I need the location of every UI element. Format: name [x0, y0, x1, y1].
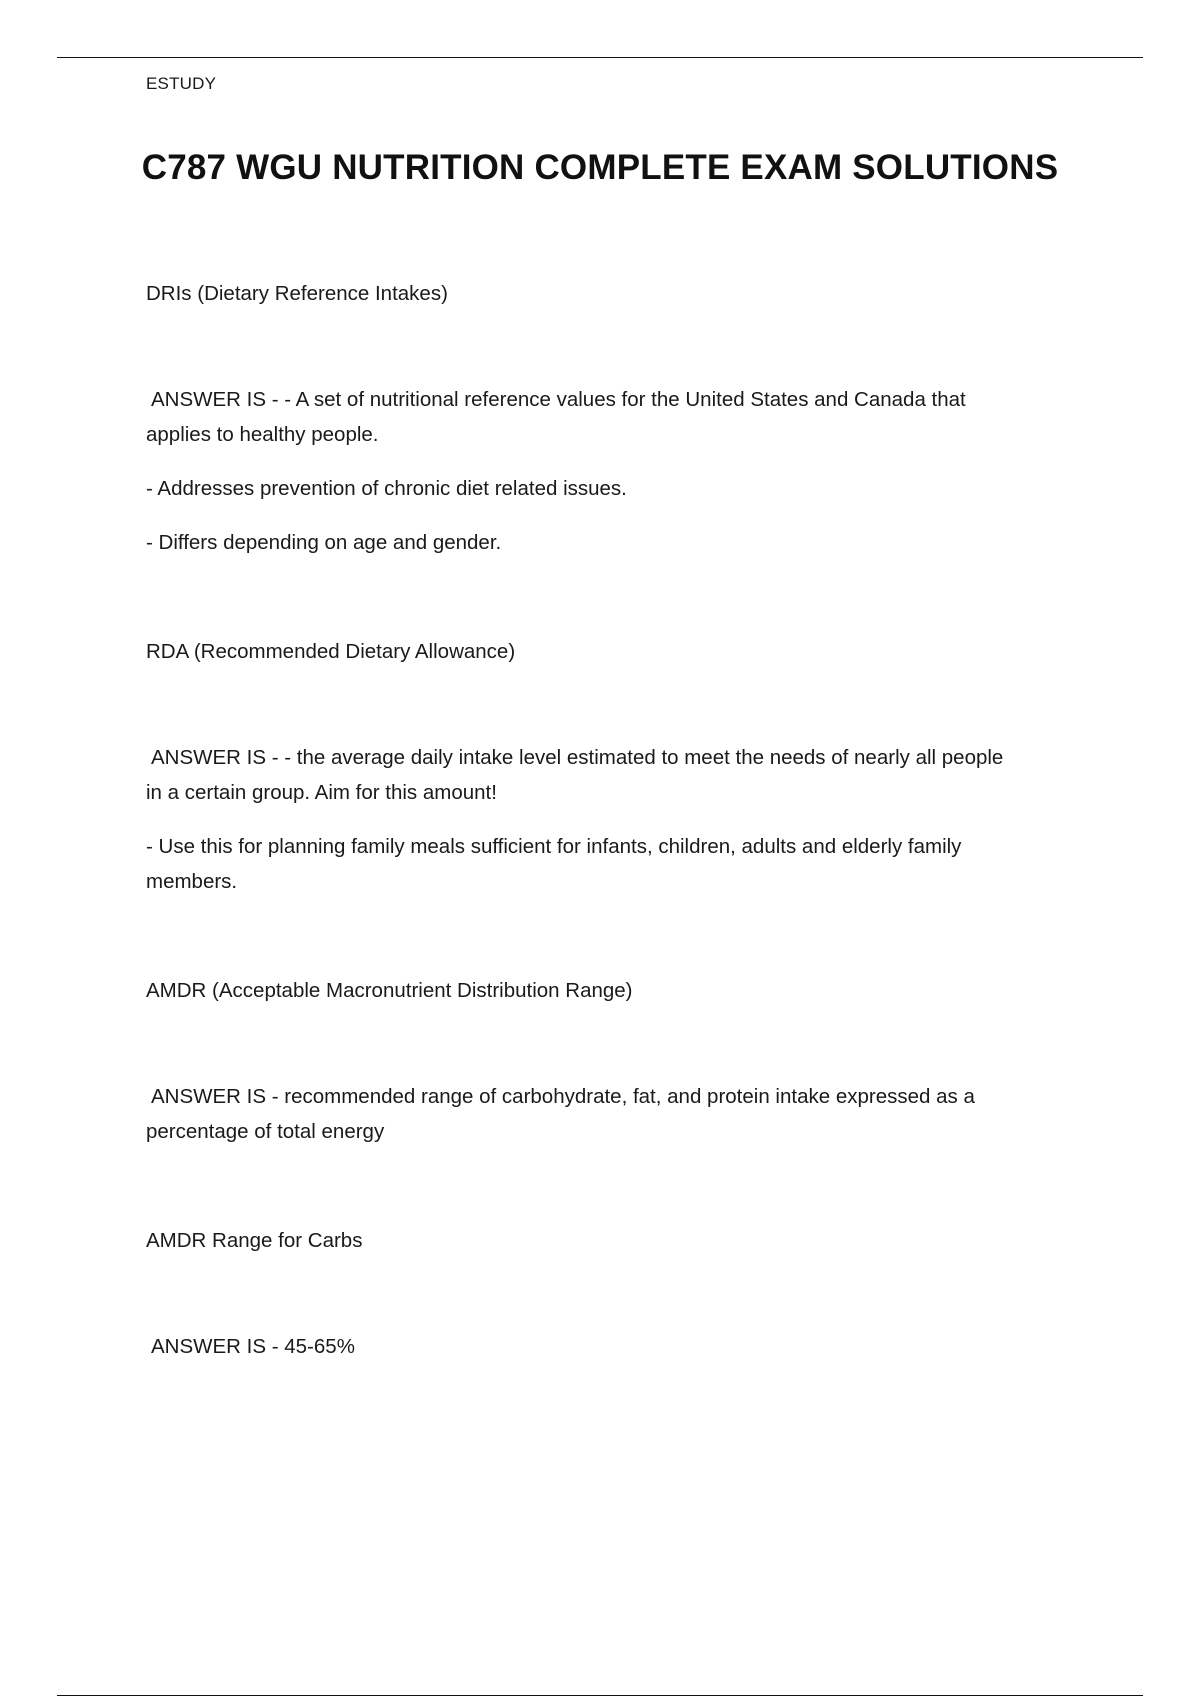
document-title: C787 WGU NUTRITION COMPLETE EXAM SOLUTIONS	[141, 148, 1059, 187]
qa-entry-amdr-carbs	[146, 1223, 1076, 1364]
top-rule	[57, 57, 1143, 58]
answer-line: applies to healthy people.	[146, 423, 379, 446]
bottom-rule	[57, 1695, 1143, 1696]
answer-text	[146, 740, 1076, 810]
answer-text	[146, 1329, 1076, 1364]
term-label: AMDR (Acceptable Macronutrient Distribution Range)	[146, 979, 633, 1002]
answer-line: ANSWER IS - - A set of nutritional reference values for the United States and Canada that	[151, 388, 966, 411]
answer-text	[146, 1079, 1076, 1149]
qa-entry-dris	[146, 276, 1076, 560]
answer-note	[146, 829, 1076, 899]
answer-line: ANSWER IS - - the average daily intake level estimated to meet the needs of nearly all people	[151, 746, 1004, 769]
answer-note: - Differs depending on age and gender.	[146, 531, 502, 554]
answer-note-line: members.	[146, 870, 238, 893]
qa-entry-amdr	[146, 973, 1076, 1149]
document-body	[146, 276, 1076, 1364]
qa-entry-rda	[146, 634, 1076, 899]
term-label: AMDR Range for Carbs	[146, 1229, 363, 1252]
answer-text	[146, 382, 1076, 452]
header-label: ESTUDY	[146, 74, 217, 93]
term-label: RDA (Recommended Dietary Allowance)	[146, 640, 516, 663]
answer-line: ANSWER IS - 45-65%	[151, 1335, 355, 1358]
answer-note-line: - Use this for planning family meals sufficient for infants, children, adults and elderly family	[146, 835, 962, 858]
answer-line: percentage of total energy	[146, 1120, 385, 1143]
term-label: DRIs (Dietary Reference Intakes)	[146, 282, 448, 305]
answer-note: - Addresses prevention of chronic diet related issues.	[146, 477, 627, 500]
answer-line: ANSWER IS - recommended range of carbohydrate, fat, and protein intake expressed as a	[151, 1085, 975, 1108]
answer-line: in a certain group. Aim for this amount!	[146, 781, 497, 804]
